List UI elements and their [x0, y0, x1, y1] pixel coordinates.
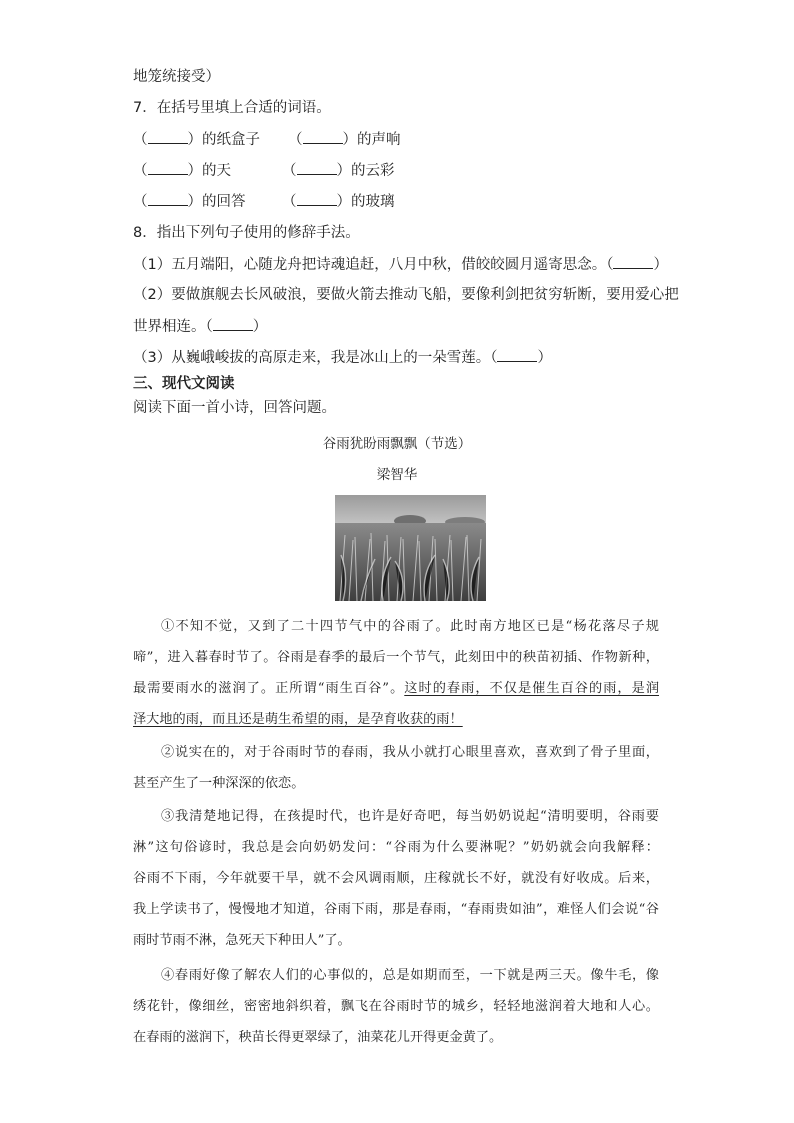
q8-title: 8．指出下列句子使用的修辞手法。 [133, 225, 360, 241]
q7-title: 7．在括号里填上合适的词语。 [133, 100, 331, 116]
underlined-sentence-cont: 泽大地的雨，而且还是萌生希望的雨，是孕育收获的雨！ [133, 712, 463, 727]
paragraph-4: ④春雨好像了解农人们的心事似的，总是如期而至，一下就是两三天。像牛毛，像 绣花针，像细丝，密密地斜织着，飘飞在谷雨时节的城乡，轻轻地滋润着大地和人心。 在春雨的滋润下，秧苗长得更翠绿了，油菜花儿开得更金黄了。 [133, 968, 659, 1045]
paragraph-3: ③我清楚地记得，在孩提时代，也许是好奇吧，每当奶奶说起“清明要明，谷雨要 淋”这句俗谚时，我总是会向奶奶发问：“谷雨为什么要淋呢？”奶奶就会向我解释： 谷雨不下雨，今年就要干旱，就不会风调雨顺，庄稼就长不好，就没有好收成。后来， 我上学读书了，慢慢地才知道，谷雨下雨，那是春雨，“春雨贵如油”，难怪人们会说“谷 雨时节雨不淋，急死天下种田人”了。 [133, 809, 659, 948]
q8-item-1: （1）五月端阳，心随龙舟把诗魂追赶，八月中秋，借皎皎圆月遥寄思念。（ ） [133, 254, 668, 275]
answer-blank[interactable] [497, 347, 537, 362]
q8-item-3: （3）从巍峨峻拔的高原走来，我是冰山上的一朵雪莲。（ ） [133, 347, 552, 368]
q7-row-1: （ ）的纸盒子 （ ）的声响 [133, 129, 260, 150]
q8-item-2-cont: 世界相连。（ ） [133, 316, 267, 337]
reading-instruction: 阅读下面一首小诗，回答问题。 [133, 400, 336, 416]
section-heading: 三、现代文阅读 [133, 376, 235, 392]
answer-blank[interactable] [148, 191, 188, 206]
poem-title: 谷雨犹盼雨飘飘（节选） [322, 436, 472, 452]
underlined-sentence: 这时的春雨，不仅是催生百谷的雨，是润 [404, 681, 660, 696]
answer-blank[interactable] [297, 191, 337, 206]
paragraph-1: ①不知不觉，又到了二十四节气中的谷雨了。此时南方地区已是“杨花落尽子规 啼”，进入暮春时节了。谷雨是春季的最后一个节气，此刻田中的秧苗初插、作物新种， 最需要雨水的滋润了。正所谓“雨生百谷”。这时的春雨，不仅是催生百谷的雨，是润 泽大地的雨，而且还是萌生希望的雨，是孕育收获的雨！ [133, 611, 659, 735]
answer-blank[interactable] [148, 160, 188, 175]
q6-tail-text: 地笼统接受） [133, 69, 220, 85]
wheat-field-photo [335, 495, 486, 601]
poem-author: 梁智华 [376, 467, 418, 483]
q7-row-2: （ ）的天 （ ）的云彩 [133, 160, 231, 181]
answer-blank[interactable] [303, 129, 343, 144]
paragraph-2: ②说实在的，对于谷雨时节的春雨，我从小就打心眼里喜欢，喜欢到了骨子里面， 甚至产生了一种深深的依恋。 [133, 745, 659, 791]
answer-blank[interactable] [297, 160, 337, 175]
answer-blank[interactable] [213, 316, 253, 331]
q7-row-3: （ ）的回答 （ ）的玻璃 [133, 191, 246, 212]
answer-blank[interactable] [613, 254, 653, 269]
answer-blank[interactable] [148, 129, 188, 144]
q8-item-2: （2）要做旗舰去长风破浪，要做火箭去推动飞船，要像利剑把贫穷斩断，要用爱心把 [133, 287, 679, 303]
